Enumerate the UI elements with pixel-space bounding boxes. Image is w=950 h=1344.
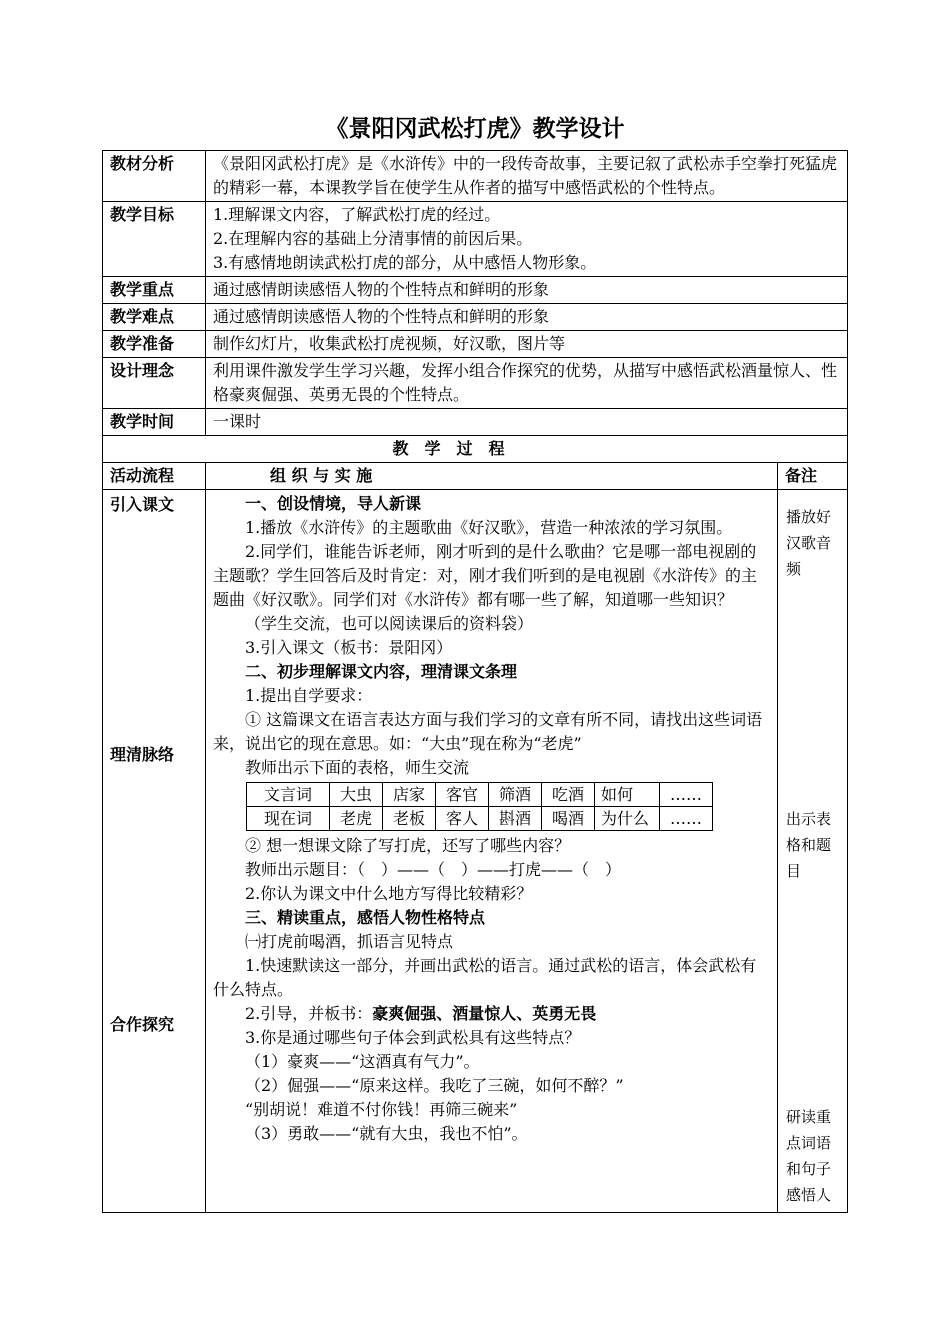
- section-1-title: 一、创设情境，导人新课: [245, 494, 422, 513]
- paragraph: 3.引入课文（板书：景阳冈）: [245, 638, 453, 657]
- paragraph: 教师出示题目：（ ）——（ ）——打虎——（ ）: [245, 860, 622, 879]
- implementation-column: [206, 490, 778, 1213]
- paragraph: 3.你是通过哪些句子体会到武松具有这些特点？: [245, 1028, 581, 1047]
- vocab-table: [246, 782, 713, 831]
- info-row-key-point: [103, 277, 848, 304]
- label-key-point: 教学重点: [103, 277, 206, 304]
- paragraph: [213, 1002, 770, 1026]
- section-2-title: 二、初步理解课文内容，理清课文条理: [245, 662, 518, 681]
- label-concept: 设计理念: [103, 358, 206, 409]
- paragraph: （2）倔强——“原来这样。我吃了三碗，如何不醉？”: [245, 1076, 624, 1095]
- label-preparation: 教学准备: [103, 331, 206, 358]
- vocab-cell: 筛酒: [489, 783, 542, 807]
- process-heading-row: [103, 436, 848, 463]
- vocab-cell: 老板: [383, 807, 436, 831]
- note-table: 出示表格和题目: [786, 810, 832, 880]
- info-row-time: [103, 409, 848, 436]
- vocab-cell: 店家: [383, 783, 436, 807]
- content-difficulty: 通过感情朗读感悟人物的个性特点和鲜明的形象: [206, 304, 848, 331]
- process-body-row: [103, 490, 848, 1213]
- vocab-cell: 吃酒: [542, 783, 595, 807]
- info-row-goals: [103, 202, 848, 277]
- paragraph: 教师出示下面的表格，师生交流: [245, 758, 470, 777]
- content-preparation: 制作幻灯片，收集武松打虎视频，好汉歌，图片等: [206, 331, 848, 358]
- lesson-plan-table: [102, 150, 848, 1213]
- vocab-cell: 文言词: [247, 783, 330, 807]
- label-analysis: 教材分析: [103, 151, 206, 202]
- vocab-cell: 为什么: [595, 807, 660, 831]
- notes-column: [778, 490, 848, 1213]
- header-implementation: 组 织 与 实 施: [206, 463, 778, 490]
- label-time: 教学时间: [103, 409, 206, 436]
- paragraph: 2.同学们，谁能告诉老师，刚才听到的是什么歌曲？它是哪一部电视剧的主题歌？学生回答后及时肯定：对，刚才我们听到的是电视剧《水浒传》的主题曲《好汉歌》。同学们对《水浒传》都有哪一些了解，知道哪一些知识？: [213, 542, 758, 609]
- note-study: 研读重点词语和句子感悟人: [786, 1108, 832, 1204]
- paragraph: “别胡说！难道不付你钱！再筛三碗来”: [245, 1100, 518, 1119]
- section-3-title: 三、精读重点，感悟人物性格特点: [245, 908, 486, 927]
- paragraph: 1.播放《水浒传》的主题歌曲《好汉歌》，营造一种浓浓的学习氛围。: [245, 518, 733, 537]
- header-notes: 备注: [778, 463, 848, 490]
- content-key-point: 通过感情朗读感悟人物的个性特点和鲜明的形象: [206, 277, 848, 304]
- document-title: 《景阳冈武松打虎》教学设计: [325, 116, 625, 142]
- info-row-preparation: [103, 331, 848, 358]
- process-heading: 教 学 过 程: [103, 436, 848, 463]
- info-row-analysis: [103, 151, 848, 202]
- vocab-cell: ……: [660, 807, 713, 831]
- label-difficulty: 教学难点: [103, 304, 206, 331]
- content-concept: 利用课件激发学生学习兴趣，发挥小组合作探究的优势，从描写中感悟武松酒量惊人、性格豪爽倔强、英勇无畏的个性特点。: [206, 358, 848, 409]
- paragraph: （3）勇敢——“就有大虫，我也不怕”。: [245, 1124, 528, 1143]
- paragraph: ② 想一想课文除了写打虎，还写了哪些内容？: [245, 836, 571, 855]
- vocab-cell: 客官: [436, 783, 489, 807]
- info-row-concept: [103, 358, 848, 409]
- paragraph: 2.你认为课文中什么地方写得比较精彩？: [245, 884, 533, 903]
- vocab-cell: 喝酒: [542, 807, 595, 831]
- content-time: 一课时: [206, 409, 848, 436]
- vocab-cell: 客人: [436, 807, 489, 831]
- process-header-row: [103, 463, 848, 490]
- stage-outline: 理清脉络: [110, 745, 175, 764]
- paragraph: 1.快速默读这一部分，并画出武松的语言。通过武松的语言，体会武松有什么特点。: [213, 956, 757, 999]
- vocab-cell: 如何: [595, 783, 660, 807]
- paragraph: 1.提出自学要求：: [245, 686, 373, 705]
- vocab-cell: 斟酒: [489, 807, 542, 831]
- goal-line: 3.有感情地朗读武松打虎的部分，从中感悟人物形象。: [213, 253, 597, 272]
- paragraph: （1）豪爽——“这酒真有气力”。: [245, 1052, 480, 1071]
- vocab-cell: ……: [660, 783, 713, 807]
- goal-line: 1.理解课文内容，了解武松打虎的经过。: [213, 205, 501, 224]
- stage-column: [103, 490, 206, 1213]
- vocab-row-modern: [247, 807, 713, 831]
- header-stage: 活动流程: [103, 463, 206, 490]
- label-goals: 教学目标: [103, 202, 206, 277]
- paragraph: （学生交流，也可以阅读课后的资料袋）: [245, 614, 534, 633]
- vocab-cell: 大虫: [330, 783, 383, 807]
- vocab-row-classical: [247, 783, 713, 807]
- vocab-cell: 老虎: [330, 807, 383, 831]
- vocab-cell: 现在词: [247, 807, 330, 831]
- content-analysis: 《景阳冈武松打虎》是《水浒传》中的一段传奇故事，主要记叙了武松赤手空拳打死猛虎的精彩一幕，本课教学旨在使学生从作者的描写中感悟武松的个性特点。: [206, 151, 848, 202]
- note-audio: 播放好汉歌音频: [786, 508, 832, 578]
- info-row-difficulty: [103, 304, 848, 331]
- goal-line: 2.在理解内容的基础上分清事情的前因后果。: [213, 229, 533, 248]
- stage-explore: 合作探究: [110, 1015, 175, 1034]
- stage-intro: 引入课文: [110, 495, 175, 514]
- content-goals: [206, 202, 848, 277]
- paragraph-lead: 2.引导，并板书：: [245, 1004, 373, 1023]
- board-writing: 豪爽倔强、酒量惊人、英勇无畏: [372, 1004, 597, 1023]
- paragraph: ㈠打虎前喝酒，抓语言见特点: [245, 932, 454, 951]
- paragraph: ① 这篇课文在语言表达方面与我们学习的文章有所不同，请找出这些词语来，说出它的现在意思。如：“大虫”现在称为“老虎”: [213, 710, 763, 753]
